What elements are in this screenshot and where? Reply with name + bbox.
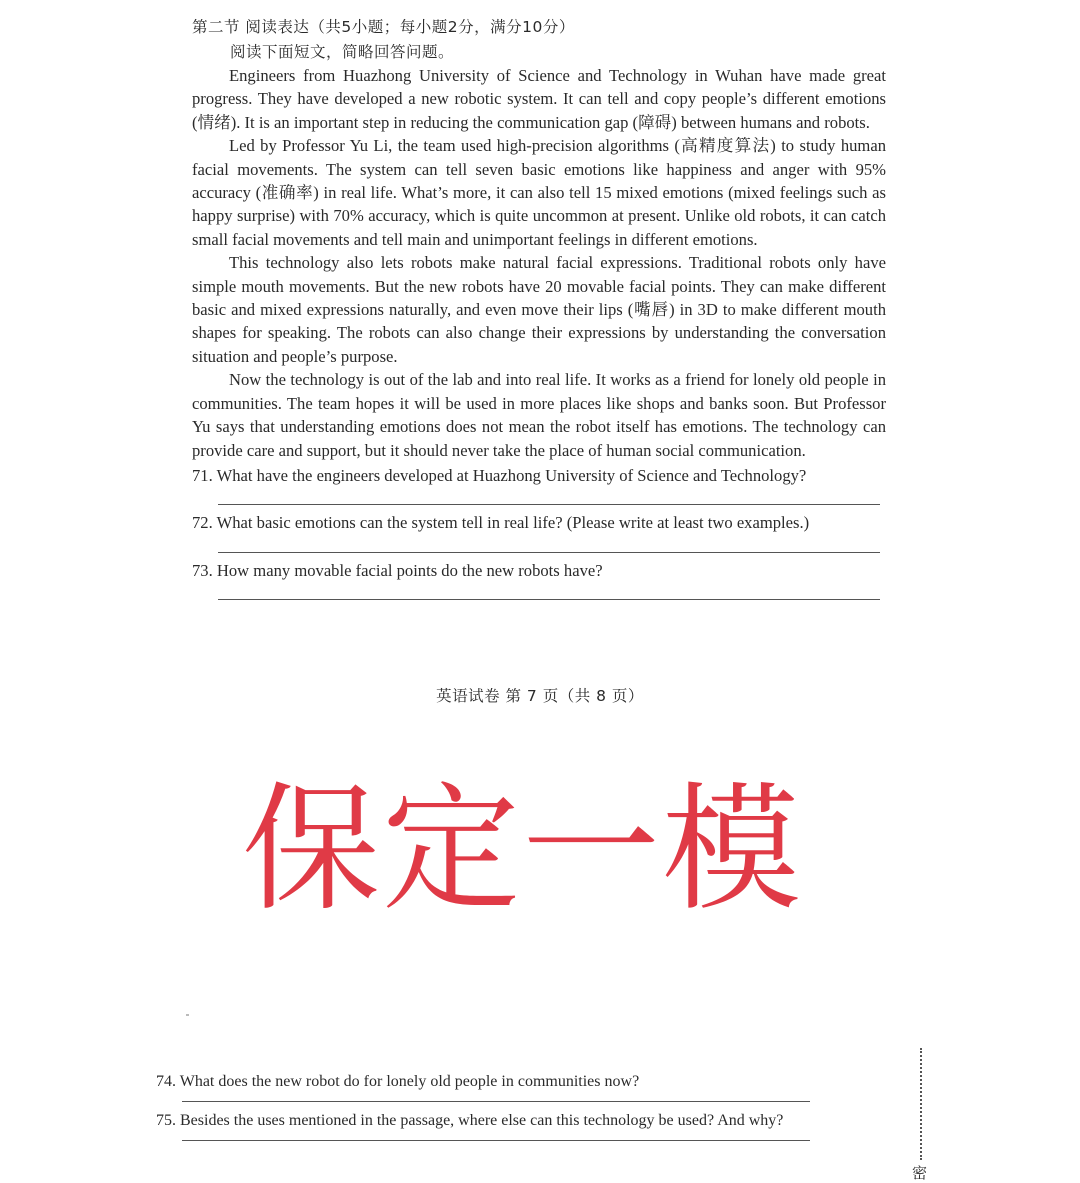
binding-dotted-line <box>920 1048 922 1160</box>
passage-paragraph-3: This technology also lets robots make natural facial expressions. Traditional robots only have simple mouth movements. But the new robots have 20 movable facial points. They can make different basic and mixed expressions naturally, and even move their lips (嘴唇) in 3D to make different mouth shapes for speaking. The robots can also change their expressions by understanding the conversation situation and people’s purpose. <box>192 253 886 366</box>
answer-line-74[interactable] <box>182 1100 810 1102</box>
passage-paragraph-2: Led by Professor Yu Li, the team used high-precision algorithms (高精度算法) to study human facial movements. The system can tell seven basic emotions like happiness and anger with 95% accuracy (准确率) in real life. What’s more, it can also tell 15 mixed emotions (mixed feelings such as happy surprise) with 70% accuracy, which is quite uncommon at present. Unlike old robots, it can catch small facial movements and tell main and unimportant feelings in different emotions. <box>192 136 886 249</box>
passage-paragraph-1: Engineers from Huazhong University of Science and Technology in Wuhan have made great progress. They have developed a new robotic system. It can tell and copy people’s different emotions (情绪). It is an important step in reducing the communication gap (障碍) between humans and robots. <box>192 66 886 132</box>
question-73: 73. How many movable facial points do the new robots have? <box>192 560 603 580</box>
scan-speck <box>186 1014 189 1016</box>
answer-line-73[interactable] <box>218 598 880 600</box>
answer-line-71[interactable] <box>218 503 880 505</box>
answer-line-72[interactable] <box>218 551 880 553</box>
stamp-watermark: 保定一模 <box>241 769 802 930</box>
question-72: 72. What basic emotions can the system tell in real life? (Please write at least two examples.) <box>192 513 810 533</box>
question-75: 75. Besides the uses mentioned in the passage, where else can this technology be used? And why? <box>156 1112 784 1129</box>
section-instruction: 阅读下面短文，简略回答问题。 <box>230 43 455 61</box>
section-title: 第二节 阅读表达（共5小题；每小题2分，满分10分） <box>192 18 575 36</box>
margin-mark: 密 <box>912 1164 928 1182</box>
question-71: 71. What have the engineers developed at Huazhong University of Science and Technology? <box>192 465 807 485</box>
question-74: 74. What does the new robot do for lonely old people in communities now? <box>156 1073 640 1090</box>
reading-section <box>192 14 886 606</box>
passage-paragraph-4: Now the technology is out of the lab and into real life. It works as a friend for lonely old people in communities. The team hopes it will be used in more places like shops and banks soon. But Professor Yu says that understanding emotions does not mean the robot itself has emotions. The technology can provide care and support, but it should never take the place of human social communication. <box>192 370 886 460</box>
answer-line-75[interactable] <box>182 1139 810 1141</box>
page-footer: 英语试卷 第 7 页（共 8 页） <box>436 687 644 705</box>
lower-questions <box>156 1071 816 1149</box>
